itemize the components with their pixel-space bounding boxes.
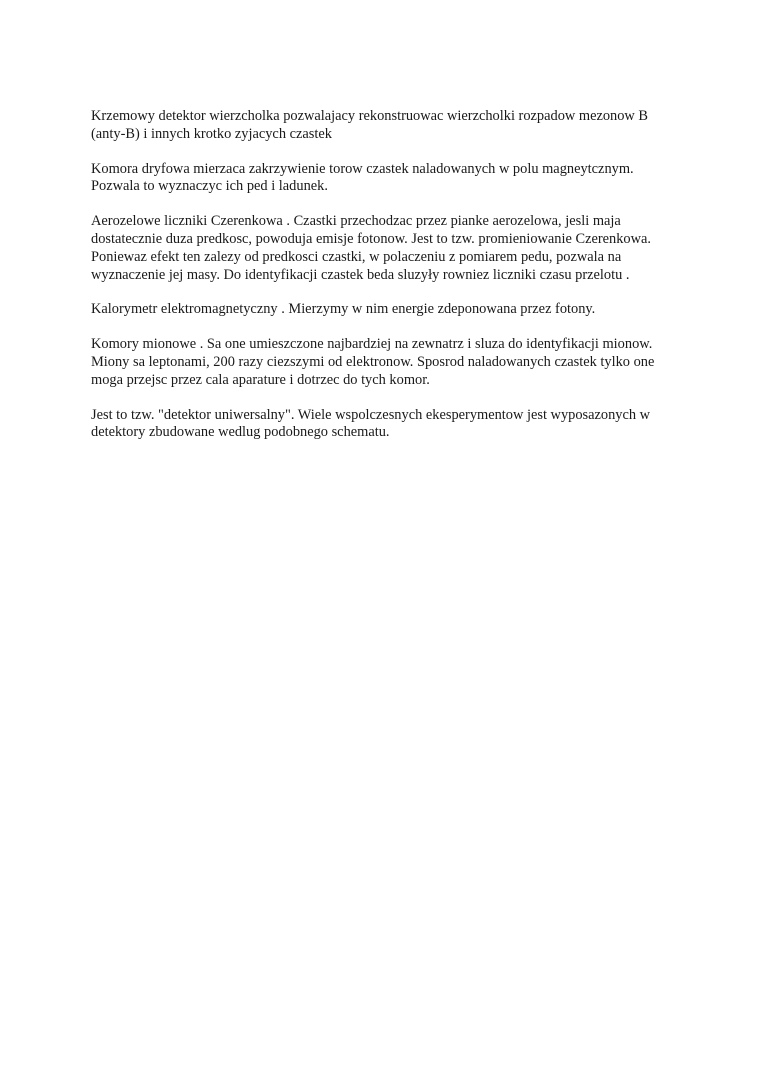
- paragraph-drift-chamber: Komora dryfowa mierzaca zakrzywienie torow czastek naladowanych w polu magneytcznym. Pozwala to wyznaczyc ich ped i ladunek.: [91, 160, 634, 195]
- paragraph-em-calorimeter: Kalorymetr elektromagnetyczny . Mierzymy w nim energie zdeponowana przez fotony.: [91, 301, 596, 318]
- paragraph-vertex-detector: Krzemowy detektor wierzcholka pozwalajacy rekonstruowac wierzcholki rozpadow mezonow B (anty-B) i innych krotko zyjacych czastek: [91, 108, 649, 142]
- document-body: [91, 108, 676, 459]
- paragraph-universal-detector: Jest to tzw. "detektor uniwersalny". Wiele wspolczesnych ekesperymentow jest wyposazonych w detektory zbudowane wedlug podobnego schematu.: [91, 406, 651, 441]
- paragraph-cherenkov-counters: Aerozelowe liczniki Czerenkowa . Czastki przechodzac przez pianke aerozelowa, jesli maja dostatecznie duza predkosc, powoduja emisje fotonow. Jest to tzw. promieniowanie Czerenkowa. Poniewaz efekt ten zalezy od predkosci czastki, w polaczeniu z pomiarem pedu, pozwala na wyznaczenie jej masy. Do identyfikacji czastek beda sluzyły rowniez liczniki czasu przelotu .: [91, 213, 651, 283]
- paragraph-muon-chambers: Komory mionowe . Sa one umieszczone najbardziej na zewnatrz i sluza do identyfikacji mionow. Miony sa leptonami, 200 razy ciezszymi od elektronow. Sposrod naladowanych czastek tylko one moga przejsc przez cala aparature i dotrzec do tych komor.: [91, 336, 655, 388]
